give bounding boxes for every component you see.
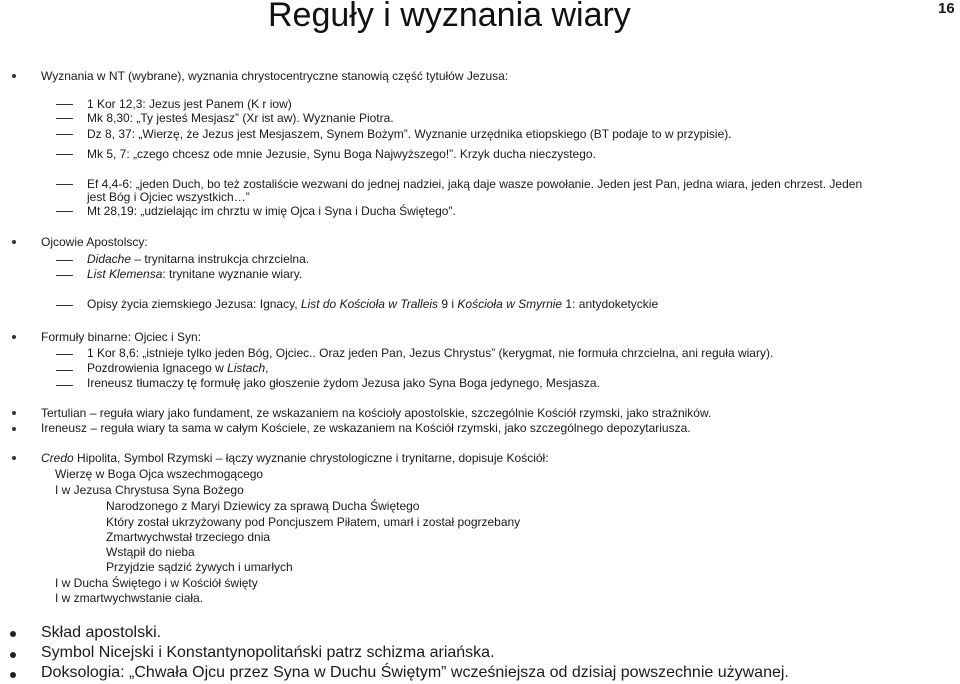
credo-line-9: I w zmartwychwstanie ciała. <box>55 591 204 605</box>
fathers-ignacy: Opisy życia ziemskiego Jezusa: Ignacy, List do Kościoła w Tralleis 9 i Kościoła w Smyrnie 1: antydoketyckie <box>87 297 659 311</box>
nt-item-1: 1 Kor 12,3: Jezus jest Panem (K r iow) <box>87 97 292 111</box>
page-number: 16 <box>938 0 955 17</box>
dash-icon <box>56 260 73 261</box>
fathers-heading: Ojcowie Apostolscy: <box>41 235 148 249</box>
rules-tertulian: Tertulian – reguła wiary jako fundament, ze wskazaniem na kościoły apostolskie, szczególnie Kościół rzymski, jako strażników. <box>41 406 712 420</box>
dash-icon <box>56 184 73 185</box>
rules-ireneusz: Ireneusz – reguła wiary ta sama w całym Kościele, ze wskazaniem na Kościół rzymski, jako szczególnego depozytariusza. <box>41 421 691 435</box>
final-bullet-3: Doksologia: „Chwała Ojcu przez Syna w Duchu Świętym” wcześniejsza od dzisiaj powszechnie używanej. <box>41 664 789 681</box>
dash-icon <box>56 104 73 105</box>
nt-item-5b: jest Bóg i Ojciec wszystkich…” <box>87 190 250 204</box>
dash-icon <box>56 305 73 306</box>
dash-icon <box>56 134 73 135</box>
bullet-icon <box>12 74 16 78</box>
nt-item-5a: Ef 4,4-6: „jeden Duch, bo też zostaliście wezwani do jednej nadziei, jaką daje wasze powołanie. Jeden jest Pan, jedna wiara, jeden chrzest. Jeden <box>87 177 863 191</box>
binary-item-1: 1 Kor 8,6: „istnieje tylko jeden Bóg, Ojciec.. Oraz jeden Pan, Jezus Chrystus” (kerygmat, nie formuła chrzcielna, ani reguła wiary). <box>87 346 774 360</box>
bullet-icon <box>12 335 16 339</box>
credo-line-4: Który został ukrzyżowany pod Poncjuszem Piłatem, umarł i został pogrzebany <box>106 515 521 529</box>
credo-line-1: Wierzę w Boga Ojca wszechmogącego <box>55 467 264 481</box>
credo-line-6: Wstąpił do nieba <box>106 545 195 559</box>
binary-item-2: Pozdrowienia Ignacego w Listach, <box>87 361 269 375</box>
dash-icon <box>56 370 73 371</box>
fathers-klemens: List Klemensa: trynitane wyznanie wiary. <box>87 267 303 281</box>
credo-line-3: Narodzonego z Maryi Dziewicy za sprawą Ducha Świętego <box>106 499 420 513</box>
credo-line-8: I w Ducha Świętego i w Kościół święty <box>55 576 258 590</box>
dash-icon <box>56 154 73 155</box>
nt-heading: Wyznania w NT (wybrane), wyznania chrystocentryczne stanowią część tytułów Jezusa: <box>41 69 509 83</box>
credo-line-7: Przyjdzie sądzić żywych i umarłych <box>106 560 293 574</box>
dash-icon <box>56 275 73 276</box>
dash-icon <box>56 118 73 119</box>
page-title: Reguły i wyznania wiary <box>268 0 631 34</box>
bullet-icon <box>12 411 16 415</box>
nt-item-3: Dz 8, 37: „Wierzę, że Jezus jest Mesjaszem, Synem Bożym”. Wyznanie urzędnika etiopskiego (BT podaje to w przypisie). <box>87 127 732 141</box>
final-bullet-2: Symbol Nicejski i Konstantynopolitański patrz schizma ariańska. <box>41 644 495 661</box>
fathers-didache: Didache – trynitarna instrukcja chrzcielna. <box>87 252 310 266</box>
dash-icon <box>56 211 73 212</box>
bullet-icon <box>12 456 16 460</box>
credo-intro: Credo Hipolita, Symbol Rzymski – łączy wyznanie chrystologiczne i trynitarne, dopisuje Kościół: <box>41 451 549 465</box>
nt-item-6: Mt 28,19: „udzielając im chrztu w imię Ojca i Syna i Ducha Świętego”. <box>87 204 456 218</box>
nt-item-4: Mk 5, 7: „czego chcesz ode mnie Jezusie, Synu Boga Najwyższego!”. Krzyk ducha nieczystego. <box>87 147 596 161</box>
credo-line-5: Zmartwychwstał trzeciego dnia <box>106 530 271 544</box>
dash-icon <box>56 354 73 355</box>
binary-item-3: Ireneusz tłumaczy tę formułę jako głoszenie żydom Jezusa jako Syna Boga jedynego, Mesjasza. <box>87 376 600 390</box>
binary-heading: Formuły binarne: Ojciec i Syn: <box>41 330 202 344</box>
dash-icon <box>56 385 73 386</box>
bullet-icon <box>12 240 16 244</box>
bullet-icon <box>10 672 16 678</box>
final-bullet-1: Skład apostolski. <box>41 624 162 641</box>
bullet-icon <box>10 652 16 658</box>
bullet-icon <box>12 427 16 431</box>
bullet-icon <box>10 631 16 637</box>
credo-line-2: I w Jezusa Chrystusa Syna Bożego <box>55 483 244 497</box>
nt-item-2: Mk 8,30: „Ty jesteś Mesjasz” (Xr ist aw). Wyznanie Piotra. <box>87 111 394 125</box>
